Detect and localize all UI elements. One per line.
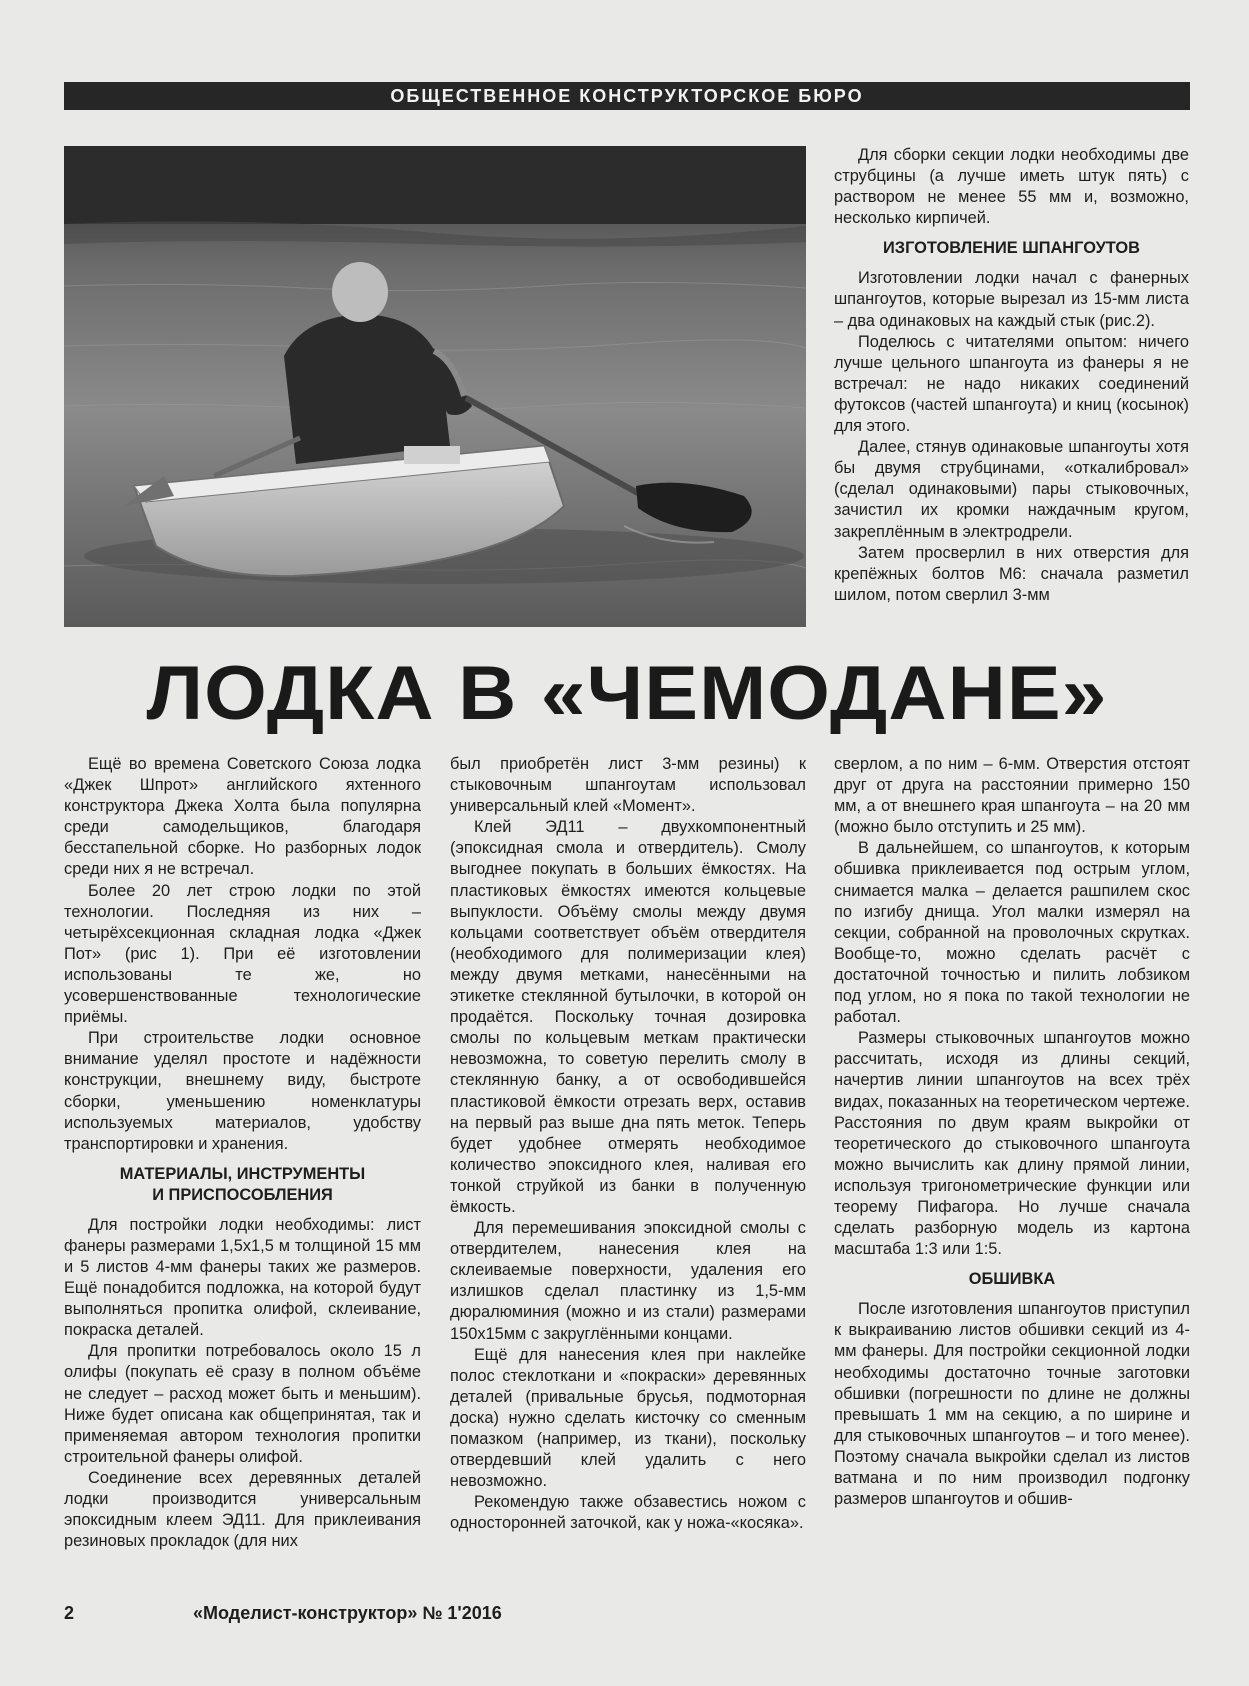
paragraph: При строительстве лодки основное внимание уделял простоте и надёжности конструкции, внешнему виду, быстроте сборки, уменьшению номенклатуры используемых материалов, удобству транспортировки и хранения. (64, 1029, 421, 1153)
subheading-line: МАТЕРИАЛЫ, ИНСТРУМЕНТЫ (119, 1164, 366, 1183)
article-column-3 (834, 754, 1190, 1510)
paragraph: Поделюсь с читателями опытом: ничего лучше цельного шпангоута из фанеры я не встречал: не надо никаких соединений футоксов (частей шпангоута) и книц (косынок) для этого. (834, 332, 1189, 436)
paragraph: Размеры стыковочных шпангоутов можно рассчитать, исходя из длины секций, начертив линии шпангоутов на всех трёх видах, показанных на теоретическом чертеже. Расстояния по двум краям выкройки от теоретического до стыковочного шпангоута можно вычислить как длину прямой линии, используя тригонометрические функции или теорему Пифагора. Но лучше сначала сделать разборную модель из картона масштаба 1:3 или 1:5. (834, 1029, 1190, 1259)
paragraph: Для сборки секции лодки необходимы две струбцины (а лучше иметь штук пять) с раствором не менее 55 мм и, возможно, несколько кирпичей. (834, 146, 1189, 228)
paragraph: Ещё для нанесения клея при наклейке полос стеклоткани и «покраски» деревянных деталей (привальные брусья, подмоторная доска) нужно сделать кисточку со сменным помазком (например, из ткани), поскольку отвердевший клей удалить с него невозможно. (450, 1345, 806, 1491)
paragraph: Затем просверлил в них отверстия для крепёжных болтов М6: сначала разметил шилом, потом сверлил 3-мм (834, 543, 1189, 604)
paragraph: Изготовлении лодки начал с фанерных шпангоутов, которые вырезал из 15-мм листа – два одинаковых на каждый стык (рис.2). (834, 269, 1189, 330)
subheading-frames: ИЗГОТОВЛЕНИЕ ШПАНГОУТОВ (883, 239, 1140, 258)
page-footer (64, 1601, 664, 1625)
article-photo (64, 146, 806, 627)
paragraph: В дальнейшем, со шпангоутов, к которым обшивка приклеивается под острым углом, снимается малка – делается рашпилем скос по изгибу днища. Угол малки измерял на секции, собранной на проволочных скрутках. Вообще-то, можно сделать расчёт с достаточной точностью и пилить лобзиком под углом, но я пока по такой технологии не работал. (834, 839, 1190, 1027)
section-header-bar (64, 82, 1190, 110)
paragraph: Соединение всех деревянных деталей лодки производится универсальным эпоксидным клеем ЭД11. Для приклеивания резиновых прокладок (для них (64, 1468, 421, 1551)
paragraph: Клей ЭД11 – двухкомпонентный (эпоксидная смола и отвердитель). Смолу выгоднее покупать в больших ёмкостях. На пластиковых ёмкостях имеются кольцевые выпуклости. Объёму смолы между двумя кольцами соответствует объём отвердителя (необходимого для полимеризации клея) между двумя метками, нанесёнными на этикетке стеклянной бутылочки, в которой он продаётся. Поскольку точная дозировка смолы по кольцевым меткам практически невозможна, то советую перелить смолу в стеклянную банку, а от освободившейся пластиковой ёмкости отрезать верх, оставив на первый раз выше дна пять меток. Теперь будет удобнее отмерять необходимое количество эпоксидного клея, наливая его тонкой струйкой из банки в полученную ёмкость. (450, 818, 806, 1216)
article-column-top-right (834, 145, 1189, 606)
paragraph: Для пропитки потребовалось около 15 л олифы (покупать её сразу в полном объёме не следует – расход может быть и меньшим). Ниже будет описана как общепринятая, так и применяемая автором технология пропитки строительной фанеры олифой. (64, 1342, 421, 1466)
paragraph: сверлом, а по ним – 6-мм. Отверстия отстоят друг от друга на расстоянии примерно 150 мм, а от внешнего края шпангоута – на 20 мм (можно было отступить и 25 мм). (834, 755, 1190, 837)
man-rowing-boat-image (64, 146, 806, 627)
magazine-issue: «Моделист-конструктор» № 1'2016 (193, 1603, 502, 1623)
paragraph: Далее, стянув одинаковые шпангоуты хотя бы двумя струбцинами, «откалибровал» (сделал одинаковыми) пары стыковочных, зачистил их кромки наждачным кругом, закреплённым в электродрели. (834, 438, 1189, 541)
subheading-planking: ОБШИВКА (968, 1270, 1056, 1289)
page-number: 2 (64, 1603, 75, 1623)
paragraph: Для перемешивания эпоксидной смолы с отвердителем, нанесения клея на склеиваемые поверхности, удаления его излишков сделал пластинку из 1,5-мм дюралюминия (можно и из стали) размерами 150х15мм с закруглёнными концами. (450, 1219, 806, 1343)
paragraph: После изготовления шпангоутов приступил к выкраиванию листов обшивки секций из 4-мм фанеры. Для постройки секционной лодки необходимы достаточно точные заготовки обшивки (погрешности по длине не должны превышать 1 мм на секцию, а по ширине и для стыковочных шпангоутов – и того менее). Поэтому сначала выкройки сделал из листов ватмана и по ним производил подгонку размеров шпангоутов и обшив- (834, 1300, 1190, 1509)
paragraph: Для постройки лодки необходимы: лист фанеры размерами 1,5х1,5 м толщиной 15 мм и 5 листов 4-мм фанеры таких же размеров. Ещё понадобится подложка, на которой будут выполняться пропитка олифой, склеивание, покраска деталей. (64, 1215, 421, 1340)
paragraph: Рекомендую также обзавестись ножом с односторонней заточкой, как у ножа-«косяка». (450, 1493, 806, 1533)
article-column-2 (450, 754, 806, 1534)
paragraph: был приобретён лист 3-мм резины) к стыковочным шпангоутам использовал универсальный клей «Момент». (450, 755, 806, 816)
article-column-1 (64, 754, 421, 1552)
subheading-materials (64, 1164, 421, 1206)
section-title: ОБЩЕСТВЕННОЕ КОНСТРУКТОРСКОЕ БЮРО (390, 85, 864, 106)
paragraph: Более 20 лет строю лодки по этой технологии. Последняя из них – четырёхсекционная складная лодка «Джек Пот» (рис 1). При её изготовлении использованы те же, но усовершенствованные технологические приёмы. (64, 881, 421, 1027)
paragraph: Ещё во времена Советского Союза лодка «Джек Шпрот» английского яхтенного конструктора Джека Холта была популярна среди самодельщиков, благодаря бесстапельной сборке. Но разборных лодок среди них я не встречал. (64, 755, 421, 879)
article-title: ЛОДКА В «ЧЕМОДАНЕ» (146, 651, 1108, 736)
subheading-line: И ПРИСПОСОБЛЕНИЯ (152, 1185, 333, 1204)
